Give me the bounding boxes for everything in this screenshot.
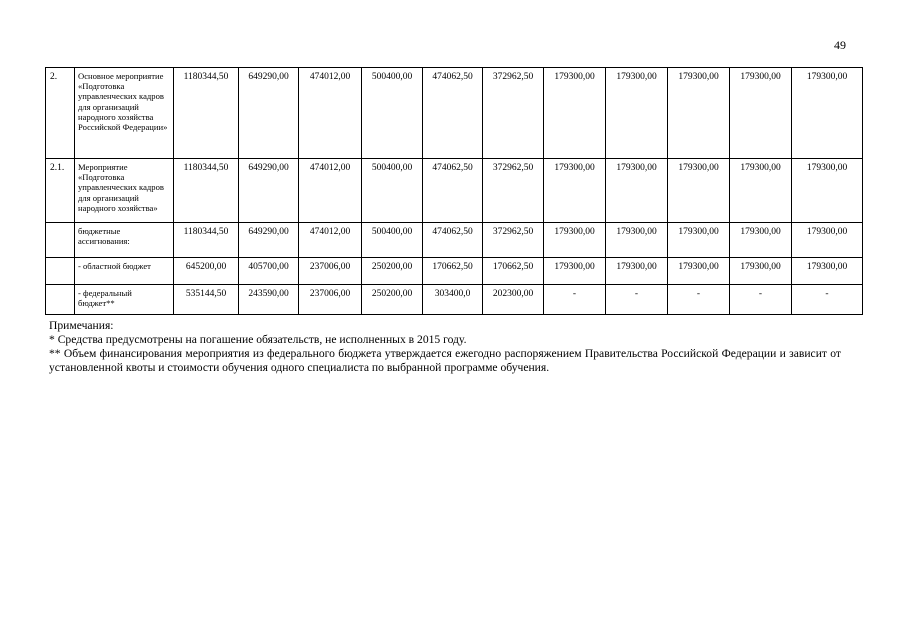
value-cell: -: [730, 285, 792, 315]
value-cell: 179300,00: [792, 223, 863, 258]
value-cell: 179300,00: [668, 258, 730, 285]
row-name-cell: - федеральный бюджет**: [75, 285, 174, 315]
value-cell: 179300,00: [544, 258, 606, 285]
value-cell: 372962,50: [483, 223, 544, 258]
value-cell: 179300,00: [730, 223, 792, 258]
budget-table: [45, 67, 863, 315]
value-cell: 179300,00: [544, 68, 606, 159]
value-cell: 243590,00: [239, 285, 299, 315]
value-cell: 179300,00: [792, 258, 863, 285]
value-cell: 179300,00: [544, 159, 606, 223]
page-number: 49: [834, 38, 846, 52]
budget-table-body: [46, 68, 863, 315]
value-cell: 500400,00: [362, 68, 423, 159]
value-cell: 179300,00: [668, 223, 730, 258]
row-number-cell: 2.1.: [46, 159, 75, 223]
value-cell: -: [606, 285, 668, 315]
value-cell: -: [792, 285, 863, 315]
row-number-cell: 2.: [46, 68, 75, 159]
value-cell: 179300,00: [606, 258, 668, 285]
value-cell: 179300,00: [730, 258, 792, 285]
value-cell: 179300,00: [668, 68, 730, 159]
value-cell: 1180344,50: [174, 68, 239, 159]
value-cell: 179300,00: [606, 223, 668, 258]
value-cell: 179300,00: [606, 68, 668, 159]
value-cell: 250200,00: [362, 285, 423, 315]
value-cell: 179300,00: [668, 159, 730, 223]
note-text: * Средства предусмотрены на погашение обязательств, не исполненных в 2015 году.: [49, 333, 467, 346]
table-row: [46, 68, 863, 159]
row-name-cell: бюджетные ассигнования:: [75, 223, 174, 258]
value-cell: 202300,00: [483, 285, 544, 315]
value-cell: 474062,50: [423, 68, 483, 159]
value-cell: 474062,50: [423, 159, 483, 223]
value-cell: 405700,00: [239, 258, 299, 285]
row-name-cell: Мероприятие «Подготовка управленческих кадров для организаций народного хозяйства»: [75, 159, 174, 223]
value-cell: 237006,00: [299, 258, 362, 285]
table-row: [46, 159, 863, 223]
table-row: [46, 285, 863, 315]
value-cell: 179300,00: [544, 223, 606, 258]
notes-heading: Примечания:: [49, 319, 114, 332]
value-cell: 474012,00: [299, 223, 362, 258]
value-cell: 649290,00: [239, 68, 299, 159]
value-cell: 170662,50: [423, 258, 483, 285]
value-cell: -: [544, 285, 606, 315]
value-cell: 1180344,50: [174, 159, 239, 223]
value-cell: 649290,00: [239, 223, 299, 258]
row-name-cell: Основное мероприятие «Подготовка управленческих кадров для организаций народного хозяйства Российской Федерации»: [75, 68, 174, 159]
value-cell: 179300,00: [792, 159, 863, 223]
value-cell: -: [668, 285, 730, 315]
table-row: [46, 223, 863, 258]
value-cell: 474012,00: [299, 159, 362, 223]
value-cell: 1180344,50: [174, 223, 239, 258]
value-cell: 179300,00: [792, 68, 863, 159]
value-cell: 500400,00: [362, 223, 423, 258]
value-cell: 237006,00: [299, 285, 362, 315]
value-cell: 645200,00: [174, 258, 239, 285]
value-cell: 303400,0: [423, 285, 483, 315]
value-cell: 372962,50: [483, 159, 544, 223]
value-cell: 535144,50: [174, 285, 239, 315]
note-text: ** Объем финансирования мероприятия из федерального бюджета утверждается ежегодно распоряжением Правительства Российской Федерации и зависит от установленной квоты и стоимости обучения одного специалиста по выбранной программе обучения.: [49, 347, 841, 374]
row-number-cell: [46, 223, 75, 258]
row-number-cell: [46, 258, 75, 285]
value-cell: 179300,00: [606, 159, 668, 223]
table-row: [46, 258, 863, 285]
value-cell: 170662,50: [483, 258, 544, 285]
value-cell: 179300,00: [730, 159, 792, 223]
notes-section: [49, 319, 841, 375]
value-cell: 474012,00: [299, 68, 362, 159]
value-cell: 250200,00: [362, 258, 423, 285]
value-cell: 500400,00: [362, 159, 423, 223]
row-name-cell: - областной бюджет: [75, 258, 174, 285]
value-cell: 649290,00: [239, 159, 299, 223]
value-cell: 474062,50: [423, 223, 483, 258]
value-cell: 372962,50: [483, 68, 544, 159]
row-number-cell: [46, 285, 75, 315]
value-cell: 179300,00: [730, 68, 792, 159]
